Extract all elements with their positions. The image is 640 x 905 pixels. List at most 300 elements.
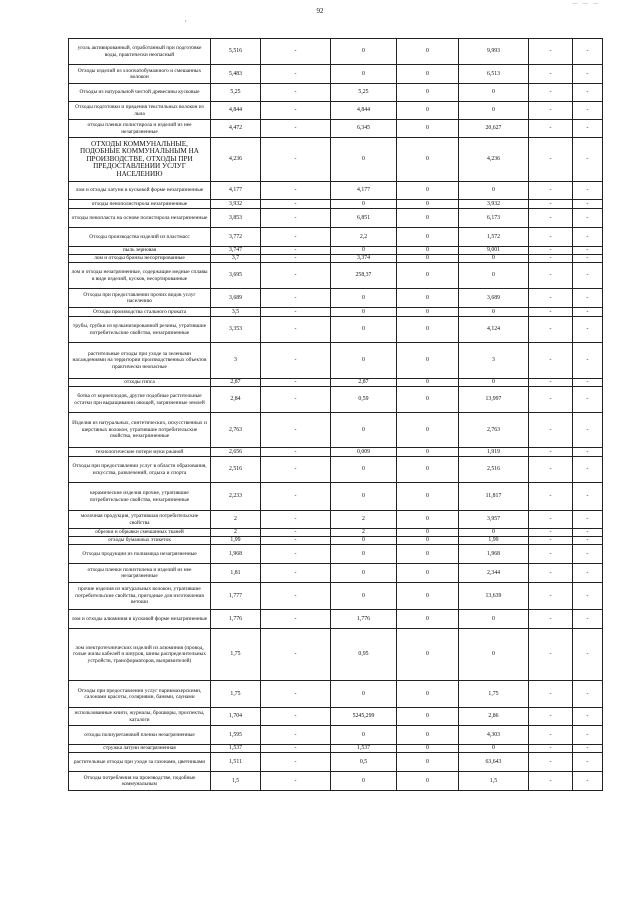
col-5-cell: 0 [397, 753, 459, 772]
col-6-cell: 0 [459, 102, 529, 120]
table-row [69, 483, 603, 511]
col-2-cell: 1,776 [211, 610, 261, 629]
col-8-cell: - [573, 610, 603, 629]
col-5-cell: 0 [397, 610, 459, 629]
waste-name-cell: технологические потери муки ржаной [69, 448, 211, 457]
col-3-cell: - [261, 529, 331, 537]
col-7-cell: - [529, 182, 573, 200]
col-7-cell: - [529, 120, 573, 138]
waste-name-cell: лом и отходы незагрязненные, содержащие медные сплавы в виде изделий, кусков, несортированные [69, 263, 211, 289]
table-row [69, 317, 603, 343]
col-8-cell: - [573, 343, 603, 379]
col-8-cell: - [573, 753, 603, 772]
col-4-cell: 5245,299 [331, 708, 397, 726]
col-8-cell: - [573, 317, 603, 343]
col-6-cell: 1,99 [459, 537, 529, 545]
waste-name-cell: Изделия из натуральных, синтетических, искусственных и шерстяных волокон, утратившие потребительские свойства, незагрязненные [69, 413, 211, 448]
col-8-cell: - [573, 379, 603, 387]
waste-name-cell: отходы полиуретановой пленки незагрязненные [69, 726, 211, 745]
waste-name-cell: молочная продукция, утратившая потребительские свойства [69, 511, 211, 529]
waste-name-cell: растительные отходы при уходе за газонами, цветниками [69, 753, 211, 772]
col-8-cell: - [573, 545, 603, 564]
col-8-cell: - [573, 772, 603, 791]
col-8-cell: - [573, 102, 603, 120]
col-6-cell: 2,516 [459, 457, 529, 483]
col-3-cell: - [261, 726, 331, 745]
waste-name-cell: отходы пленки полистирола и изделий из нее незагрязненные [69, 120, 211, 138]
col-4-cell: 0,009 [331, 448, 397, 457]
col-2-cell: 5,483 [211, 65, 261, 84]
col-6-cell: 13,997 [459, 387, 529, 413]
col-4-cell: 0 [331, 289, 397, 308]
waste-name-cell: Отходы производства изделий из пластмасс [69, 228, 211, 247]
col-6-cell: 1,572 [459, 228, 529, 247]
col-5-cell: 0 [397, 102, 459, 120]
table-row [69, 681, 603, 708]
table-row [69, 753, 603, 772]
waste-name-cell: Отходы подготовки и прядения текстильных волокон из льна [69, 102, 211, 120]
col-8-cell: - [573, 228, 603, 247]
col-3-cell: - [261, 483, 331, 511]
col-3-cell: - [261, 102, 331, 120]
col-3-cell: - [261, 387, 331, 413]
col-4-cell: 0 [331, 457, 397, 483]
waste-name-cell: лом и отходы бронзы несортированные [69, 255, 211, 263]
table-row [69, 387, 603, 413]
col-6-cell: 13,639 [459, 583, 529, 610]
col-5-cell: 0 [397, 483, 459, 511]
col-7-cell: - [529, 483, 573, 511]
table-row [69, 457, 603, 483]
col-5-cell: 0 [397, 308, 459, 317]
col-7-cell: - [529, 138, 573, 182]
table-row [69, 511, 603, 529]
scan-dot: , [185, 17, 187, 23]
col-7-cell: - [529, 457, 573, 483]
col-6-cell: 4,236 [459, 138, 529, 182]
waste-name-cell: Отходы изделий из хлопчатобумажного и смешанных волокон [69, 65, 211, 84]
col-4-cell: 2 [331, 511, 397, 529]
col-8-cell: - [573, 708, 603, 726]
col-3-cell: - [261, 317, 331, 343]
waste-name-cell: растительные отходы при уходе за зелеными насаждениями на территории производственных объектов практически неопасные [69, 343, 211, 379]
col-2-cell: 3,5 [211, 308, 261, 317]
col-7-cell: - [529, 583, 573, 610]
col-4-cell: 0 [331, 537, 397, 545]
col-4-cell: 0 [331, 65, 397, 84]
col-2-cell: 1,537 [211, 745, 261, 753]
waste-name-cell: уголь активированный, отработанный при подготовке воды, практически неопасный [69, 39, 211, 65]
col-6-cell: 20,627 [459, 120, 529, 138]
col-8-cell: - [573, 308, 603, 317]
col-4-cell: 0 [331, 39, 397, 65]
col-8-cell: - [573, 120, 603, 138]
col-4-cell: 0 [331, 247, 397, 255]
top-corner-marks: — — — [572, 2, 600, 7]
col-2-cell: 3 [211, 343, 261, 379]
waste-name-cell: трубы, трубки из вулканизированной резины, утратившие потребительские свойства, незагрязненные [69, 317, 211, 343]
col-7-cell: - [529, 289, 573, 308]
col-2-cell: 4,844 [211, 102, 261, 120]
col-4-cell: 0 [331, 772, 397, 791]
table-row [69, 120, 603, 138]
table-row [69, 745, 603, 753]
col-3-cell: - [261, 65, 331, 84]
col-3-cell: - [261, 457, 331, 483]
col-7-cell: - [529, 65, 573, 84]
col-7-cell: - [529, 529, 573, 537]
table-row [69, 726, 603, 745]
table-body [69, 39, 603, 791]
col-6-cell: 0 [459, 255, 529, 263]
col-7-cell: - [529, 263, 573, 289]
table-row [69, 537, 603, 545]
col-4-cell: 0 [331, 200, 397, 209]
col-6-cell: 9,001 [459, 247, 529, 255]
col-5-cell: 0 [397, 84, 459, 102]
col-8-cell: - [573, 745, 603, 753]
col-6-cell: 3,957 [459, 511, 529, 529]
col-2-cell: 1,75 [211, 681, 261, 708]
col-7-cell: - [529, 209, 573, 228]
col-2-cell: 5,516 [211, 39, 261, 65]
col-3-cell: - [261, 753, 331, 772]
col-2-cell: 1,5 [211, 772, 261, 791]
col-3-cell: - [261, 39, 331, 65]
table-row [69, 84, 603, 102]
col-4-cell: 1,776 [331, 610, 397, 629]
col-8-cell: - [573, 387, 603, 413]
col-5-cell: 0 [397, 772, 459, 791]
table-row [69, 564, 603, 583]
col-3-cell: - [261, 255, 331, 263]
col-4-cell: 0 [331, 564, 397, 583]
col-6-cell: 0 [459, 629, 529, 681]
col-7-cell: - [529, 629, 573, 681]
col-4-cell: 0 [331, 545, 397, 564]
col-5-cell: 0 [397, 387, 459, 413]
col-7-cell: - [529, 511, 573, 529]
col-7-cell: - [529, 610, 573, 629]
table-row [69, 529, 603, 537]
col-2-cell: 1,777 [211, 583, 261, 610]
table-row [69, 182, 603, 200]
col-8-cell: - [573, 448, 603, 457]
col-4-cell: 0 [331, 317, 397, 343]
col-7-cell: - [529, 726, 573, 745]
col-2-cell: 3,353 [211, 317, 261, 343]
waste-name-cell: Отходы при предоставлении прочих видов услуг населению [69, 289, 211, 308]
table-row [69, 308, 603, 317]
col-3-cell: - [261, 182, 331, 200]
col-3-cell: - [261, 537, 331, 545]
col-4-cell: 0 [331, 681, 397, 708]
col-2-cell: 2,87 [211, 379, 261, 387]
col-5-cell: 0 [397, 138, 459, 182]
col-5-cell: 0 [397, 182, 459, 200]
waste-name-cell: лом и отходы латуни в кусковой форме незагрязненные [69, 182, 211, 200]
col-8-cell: - [573, 457, 603, 483]
col-6-cell: 0 [459, 84, 529, 102]
col-4-cell: 0 [331, 483, 397, 511]
col-7-cell: - [529, 564, 573, 583]
col-6-cell: 0 [459, 379, 529, 387]
col-7-cell: - [529, 343, 573, 379]
col-6-cell: 6,173 [459, 209, 529, 228]
col-3-cell: - [261, 263, 331, 289]
table-row [69, 200, 603, 209]
col-2-cell: 4,236 [211, 138, 261, 182]
col-2-cell: 3,7 [211, 255, 261, 263]
col-3-cell: - [261, 772, 331, 791]
table-row [69, 138, 603, 182]
col-6-cell: 0 [459, 308, 529, 317]
col-4-cell: 0 [331, 413, 397, 448]
waste-name-cell: стружка латуни незагрязненная [69, 745, 211, 753]
col-8-cell: - [573, 289, 603, 308]
table-row [69, 65, 603, 84]
col-4-cell: 0 [331, 138, 397, 182]
table-row [69, 289, 603, 308]
col-7-cell: - [529, 308, 573, 317]
col-5-cell: 0 [397, 65, 459, 84]
col-6-cell: 2,344 [459, 564, 529, 583]
waste-name-cell: отходы пенополистирола незагрязненные [69, 200, 211, 209]
col-2-cell: 1,595 [211, 726, 261, 745]
col-5-cell: 0 [397, 448, 459, 457]
col-8-cell: - [573, 182, 603, 200]
waste-name-cell: Отходы потребления на производстве, подобные коммунальным [69, 772, 211, 791]
col-7-cell: - [529, 84, 573, 102]
col-2-cell: 5,25 [211, 84, 261, 102]
col-2-cell: 1,968 [211, 545, 261, 564]
col-5-cell: 0 [397, 629, 459, 681]
col-7-cell: - [529, 708, 573, 726]
col-2-cell: 3,695 [211, 263, 261, 289]
col-7-cell: - [529, 255, 573, 263]
col-6-cell: 4,124 [459, 317, 529, 343]
col-3-cell: - [261, 308, 331, 317]
col-2-cell: 2,516 [211, 457, 261, 483]
waste-name-cell: Отходы производства стального проката [69, 308, 211, 317]
col-5-cell: 0 [397, 255, 459, 263]
col-6-cell: 11,817 [459, 483, 529, 511]
col-5-cell: 0 [397, 726, 459, 745]
col-3-cell: - [261, 209, 331, 228]
col-4-cell: 0 [331, 726, 397, 745]
waste-name-cell: отходы гипса [69, 379, 211, 387]
page-number: 92 [316, 7, 324, 15]
waste-name-cell: прочие изделия из натуральных волокон, утратившие потребительские свойства, пригодные для изготовления ветоши [69, 583, 211, 610]
table-row [69, 255, 603, 263]
col-3-cell: - [261, 343, 331, 379]
col-5-cell: 0 [397, 317, 459, 343]
col-2-cell: 4,472 [211, 120, 261, 138]
col-6-cell: 1,919 [459, 448, 529, 457]
col-4-cell: 2,87 [331, 379, 397, 387]
waste-name-cell: Отходы из натуральной чистой древесины кусковые [69, 84, 211, 102]
col-3-cell: - [261, 247, 331, 255]
col-3-cell: - [261, 448, 331, 457]
col-5-cell: 0 [397, 708, 459, 726]
col-5-cell: 0 [397, 228, 459, 247]
waste-name-cell: пыль зерновая [69, 247, 211, 255]
waste-name-cell: Отходы продукции из полиамида незагрязненные [69, 545, 211, 564]
col-4-cell: 4,844 [331, 102, 397, 120]
col-3-cell: - [261, 545, 331, 564]
col-5-cell: 0 [397, 413, 459, 448]
col-5-cell: 0 [397, 247, 459, 255]
col-4-cell: 0 [331, 583, 397, 610]
col-5-cell: 0 [397, 263, 459, 289]
waste-name-cell: керамические изделия прочие, утратившие потребительские свойства, незагрязненные [69, 483, 211, 511]
col-2-cell: 3,747 [211, 247, 261, 255]
col-6-cell: 4,303 [459, 726, 529, 745]
col-8-cell: - [573, 247, 603, 255]
col-4-cell: 1,537 [331, 745, 397, 753]
table-row [69, 583, 603, 610]
col-6-cell: 6,513 [459, 65, 529, 84]
col-2-cell: 1,511 [211, 753, 261, 772]
col-8-cell: - [573, 583, 603, 610]
table-row [69, 39, 603, 65]
waste-name-cell: использованные книги, журналы, брошюры, проспекты, каталоги [69, 708, 211, 726]
col-7-cell: - [529, 102, 573, 120]
col-3-cell: - [261, 120, 331, 138]
col-4-cell: 6,345 [331, 120, 397, 138]
col-8-cell: - [573, 529, 603, 537]
col-5-cell: 0 [397, 120, 459, 138]
col-3-cell: - [261, 228, 331, 247]
col-2-cell: 2,233 [211, 483, 261, 511]
table-row [69, 610, 603, 629]
col-6-cell: 63,643 [459, 753, 529, 772]
col-4-cell: 4,177 [331, 182, 397, 200]
col-6-cell: 3 [459, 343, 529, 379]
col-8-cell: - [573, 255, 603, 263]
col-5-cell: 0 [397, 289, 459, 308]
col-3-cell: - [261, 708, 331, 726]
waste-name-cell: ботва от корнеплодов, другие подобные растительные остатки при выращивании овощей, загрязненные землей [69, 387, 211, 413]
col-5-cell: 0 [397, 583, 459, 610]
table-row [69, 448, 603, 457]
col-7-cell: - [529, 247, 573, 255]
col-5-cell: 0 [397, 681, 459, 708]
col-3-cell: - [261, 610, 331, 629]
col-5-cell: 0 [397, 564, 459, 583]
col-5-cell: 0 [397, 209, 459, 228]
col-2-cell: 1,704 [211, 708, 261, 726]
col-8-cell: - [573, 564, 603, 583]
col-4-cell: 0 [331, 343, 397, 379]
col-2-cell: 3,932 [211, 200, 261, 209]
col-6-cell: 1,968 [459, 545, 529, 564]
col-6-cell: 1,5 [459, 772, 529, 791]
col-5-cell: 0 [397, 457, 459, 483]
col-7-cell: - [529, 379, 573, 387]
col-3-cell: - [261, 511, 331, 529]
col-7-cell: - [529, 228, 573, 247]
col-4-cell: 5,25 [331, 84, 397, 102]
col-5-cell: 0 [397, 529, 459, 537]
col-4-cell: 0 [331, 308, 397, 317]
col-2-cell: 2 [211, 529, 261, 537]
col-7-cell: - [529, 753, 573, 772]
col-3-cell: - [261, 681, 331, 708]
col-7-cell: - [529, 545, 573, 564]
col-8-cell: - [573, 200, 603, 209]
col-6-cell: 2,763 [459, 413, 529, 448]
col-4-cell: 3,374 [331, 255, 397, 263]
col-5-cell: 0 [397, 200, 459, 209]
waste-name-cell: обрезки и обрывки смешанных тканей [69, 529, 211, 537]
col-2-cell: 1,99 [211, 537, 261, 545]
col-3-cell: - [261, 289, 331, 308]
table-row [69, 263, 603, 289]
table-row [69, 413, 603, 448]
waste-name-cell: ОТХОДЫ КОММУНАЛЬНЫЕ, ПОДОБНЫЕ КОММУНАЛЬНЫМ НА ПРОИЗВОДСТВЕ, ОТХОДЫ ПРИ ПРЕДОСТАВЛЕНИИ УСЛУГ НАСЕЛЕНИЮ [69, 138, 211, 182]
table-row [69, 343, 603, 379]
col-8-cell: - [573, 629, 603, 681]
col-6-cell: 9,993 [459, 39, 529, 65]
waste-name-cell: Отходы при предоставлении услуг в области образования, искусства, развлечений, отдыха и спорта [69, 457, 211, 483]
col-5-cell: 0 [397, 379, 459, 387]
col-3-cell: - [261, 200, 331, 209]
col-8-cell: - [573, 413, 603, 448]
col-3-cell: - [261, 379, 331, 387]
col-3-cell: - [261, 629, 331, 681]
table-row [69, 379, 603, 387]
waste-name-cell: Отходы при предоставлении услуг парикмахерскими, салонами красоты, соляриями, банями, саунами [69, 681, 211, 708]
col-4-cell: 0,95 [331, 629, 397, 681]
waste-name-cell: отходы пенопласта на основе полистирола незагрязненные [69, 209, 211, 228]
table-row [69, 247, 603, 255]
col-6-cell: 0 [459, 529, 529, 537]
col-5-cell: 0 [397, 745, 459, 753]
col-8-cell: - [573, 263, 603, 289]
waste-data-table [68, 38, 603, 791]
col-8-cell: - [573, 726, 603, 745]
col-3-cell: - [261, 138, 331, 182]
col-8-cell: - [573, 138, 603, 182]
col-8-cell: - [573, 483, 603, 511]
col-6-cell: 3,932 [459, 200, 529, 209]
col-6-cell: 0 [459, 745, 529, 753]
col-8-cell: - [573, 39, 603, 65]
col-7-cell: - [529, 772, 573, 791]
col-2-cell: 3,689 [211, 289, 261, 308]
col-5-cell: 0 [397, 511, 459, 529]
col-8-cell: - [573, 511, 603, 529]
col-2-cell: 2 [211, 511, 261, 529]
col-2-cell: 3,853 [211, 209, 261, 228]
col-6-cell: 2,86 [459, 708, 529, 726]
col-6-cell: 0 [459, 610, 529, 629]
table-row [69, 545, 603, 564]
col-2-cell: 1,81 [211, 564, 261, 583]
col-3-cell: - [261, 564, 331, 583]
col-7-cell: - [529, 681, 573, 708]
col-7-cell: - [529, 39, 573, 65]
table-row [69, 629, 603, 681]
col-7-cell: - [529, 537, 573, 545]
col-5-cell: 0 [397, 545, 459, 564]
table-row [69, 209, 603, 228]
col-7-cell: - [529, 317, 573, 343]
col-4-cell: 6,851 [331, 209, 397, 228]
col-5-cell: 0 [397, 537, 459, 545]
waste-name-cell: отходы пленки полиэтилена и изделий из нее незагрязненные [69, 564, 211, 583]
